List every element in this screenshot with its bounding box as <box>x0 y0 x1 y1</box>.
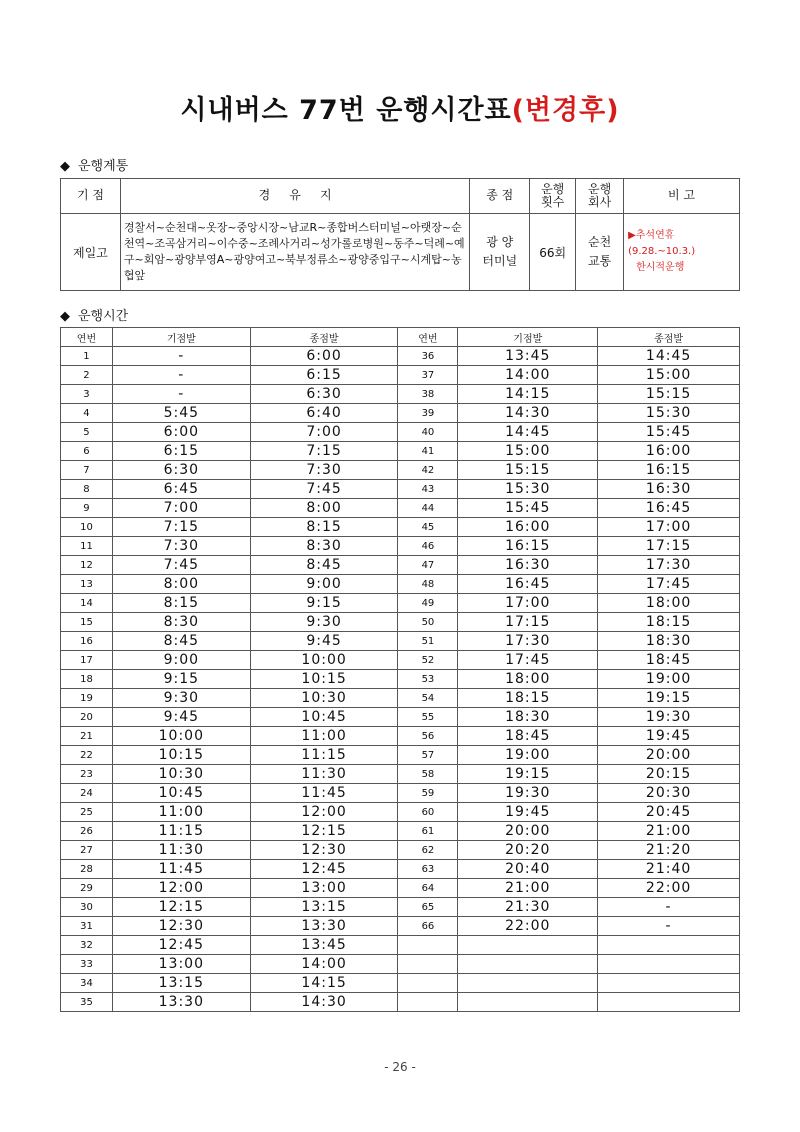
terminus-time-cell: 17:45 <box>598 575 740 594</box>
seq-cell: 26 <box>61 822 113 841</box>
route-table <box>60 178 740 291</box>
terminus-time-cell: 18:45 <box>598 651 740 670</box>
seq-cell: 64 <box>398 879 458 898</box>
seq-cell: 34 <box>61 974 113 993</box>
terminus-time-cell: 9:30 <box>250 613 398 632</box>
seq-cell: 8 <box>61 480 113 499</box>
terminus-time-cell: 15:45 <box>598 423 740 442</box>
origin-time-cell: 9:00 <box>112 651 250 670</box>
terminus-time-cell: 18:00 <box>598 594 740 613</box>
header-seq: 연번 <box>398 328 458 347</box>
terminus-time-cell: 12:00 <box>250 803 398 822</box>
timetable <box>60 327 740 1012</box>
table-row <box>61 575 740 594</box>
seq-cell: 17 <box>61 651 113 670</box>
table-row <box>61 670 740 689</box>
seq-cell: 61 <box>398 822 458 841</box>
title-highlight: (변경후) <box>511 95 620 126</box>
terminus-time-cell: 10:45 <box>250 708 398 727</box>
seq-cell: 60 <box>398 803 458 822</box>
seq-cell: 57 <box>398 746 458 765</box>
seq-cell: 55 <box>398 708 458 727</box>
table-row <box>61 917 740 936</box>
seq-cell: 27 <box>61 841 113 860</box>
seq-cell: 5 <box>61 423 113 442</box>
terminus-time-cell: 15:00 <box>598 366 740 385</box>
origin-time-cell: 13:15 <box>112 974 250 993</box>
table-row <box>61 632 740 651</box>
terminus-time-cell: 16:45 <box>598 499 740 518</box>
seq-cell: 43 <box>398 480 458 499</box>
route-header-row <box>61 179 740 214</box>
seq-cell: 52 <box>398 651 458 670</box>
origin-time-cell: 6:15 <box>112 442 250 461</box>
seq-cell: 21 <box>61 727 113 746</box>
seq-cell: 51 <box>398 632 458 651</box>
table-row <box>61 480 740 499</box>
origin-time-cell: - <box>112 385 250 404</box>
seq-cell: 65 <box>398 898 458 917</box>
seq-cell: 11 <box>61 537 113 556</box>
seq-cell: 44 <box>398 499 458 518</box>
header-depart-terminus: 종점발 <box>250 328 398 347</box>
diamond-bullet-icon: ◆ <box>60 309 70 324</box>
origin-time-cell <box>458 936 598 955</box>
terminus-time-cell: 11:00 <box>250 727 398 746</box>
header-origin: 기 점 <box>61 179 121 214</box>
table-row <box>61 689 740 708</box>
origin-time-cell: 7:45 <box>112 556 250 575</box>
origin-time-cell: 7:15 <box>112 518 250 537</box>
origin-time-cell: 11:45 <box>112 860 250 879</box>
seq-cell: 24 <box>61 784 113 803</box>
title-text: 시내버스 77번 운행시간표 <box>180 95 512 126</box>
table-row <box>61 537 740 556</box>
terminus-time-cell: 7:45 <box>250 480 398 499</box>
origin-time-cell: 15:30 <box>458 480 598 499</box>
origin-time-cell: 21:00 <box>458 879 598 898</box>
seq-cell: 58 <box>398 765 458 784</box>
origin-time-cell: 12:15 <box>112 898 250 917</box>
seq-cell: 10 <box>61 518 113 537</box>
header-terminus: 종 점 <box>470 179 530 214</box>
terminus-time-cell: 10:30 <box>250 689 398 708</box>
note-line-1: ▶추석연휴(9.28.~10.3.) <box>628 230 696 257</box>
origin-time-cell: 19:45 <box>458 803 598 822</box>
terminus-time-cell <box>598 974 740 993</box>
seq-cell: 9 <box>61 499 113 518</box>
table-row <box>61 727 740 746</box>
origin-time-cell: 17:30 <box>458 632 598 651</box>
table-row <box>61 385 740 404</box>
terminus-time-cell: 9:45 <box>250 632 398 651</box>
terminus-time-cell: 20:30 <box>598 784 740 803</box>
terminus-time-cell: 8:30 <box>250 537 398 556</box>
origin-time-cell <box>458 993 598 1012</box>
terminus-time-cell <box>598 936 740 955</box>
seq-cell: 49 <box>398 594 458 613</box>
table-row <box>61 347 740 366</box>
terminus-time-cell: 8:15 <box>250 518 398 537</box>
table-row <box>61 651 740 670</box>
origin-time-cell: 12:30 <box>112 917 250 936</box>
origin-time-cell: 18:00 <box>458 670 598 689</box>
table-row <box>61 765 740 784</box>
origin-time-cell: 15:00 <box>458 442 598 461</box>
terminus-time-cell: 13:45 <box>250 936 398 955</box>
origin-time-cell: - <box>112 347 250 366</box>
seq-cell: 56 <box>398 727 458 746</box>
origin-time-cell: 14:00 <box>458 366 598 385</box>
origin-time-cell: 14:30 <box>458 404 598 423</box>
terminus-time-cell: 9:00 <box>250 575 398 594</box>
company-cell: 순천 교통 <box>576 214 624 291</box>
header-depart-origin: 기점발 <box>458 328 598 347</box>
origin-time-cell: 10:00 <box>112 727 250 746</box>
seq-cell: 2 <box>61 366 113 385</box>
terminus-time-cell: 13:15 <box>250 898 398 917</box>
terminus-time-cell: 6:40 <box>250 404 398 423</box>
section-label: 운행시간 <box>78 309 129 324</box>
seq-cell: 37 <box>398 366 458 385</box>
terminus-time-cell: 14:00 <box>250 955 398 974</box>
origin-time-cell: 20:20 <box>458 841 598 860</box>
terminus-time-cell: 13:00 <box>250 879 398 898</box>
seq-cell: 25 <box>61 803 113 822</box>
origin-time-cell: 8:15 <box>112 594 250 613</box>
seq-cell: 28 <box>61 860 113 879</box>
seq-cell: 41 <box>398 442 458 461</box>
table-row <box>61 556 740 575</box>
terminus-time-cell: 19:45 <box>598 727 740 746</box>
seq-cell: 48 <box>398 575 458 594</box>
seq-cell: 46 <box>398 537 458 556</box>
header-note: 비 고 <box>624 179 740 214</box>
table-row <box>61 708 740 727</box>
count-cell: 66회 <box>530 214 576 291</box>
terminus-time-cell: 19:30 <box>598 708 740 727</box>
origin-time-cell: 17:15 <box>458 613 598 632</box>
terminus-time-cell: 19:00 <box>598 670 740 689</box>
origin-time-cell: 8:30 <box>112 613 250 632</box>
terminus-time-cell <box>598 993 740 1012</box>
origin-time-cell: 6:00 <box>112 423 250 442</box>
terminus-time-cell: 16:15 <box>598 461 740 480</box>
seq-cell: 3 <box>61 385 113 404</box>
terminus-time-cell: 14:30 <box>250 993 398 1012</box>
terminus-time-cell: 6:15 <box>250 366 398 385</box>
table-row <box>61 366 740 385</box>
terminus-time-cell: 17:15 <box>598 537 740 556</box>
seq-cell: 33 <box>61 955 113 974</box>
terminus-time-cell: - <box>598 917 740 936</box>
terminus-time-cell: 15:15 <box>598 385 740 404</box>
origin-time-cell: 14:15 <box>458 385 598 404</box>
origin-time-cell: 7:00 <box>112 499 250 518</box>
table-row <box>61 822 740 841</box>
origin-time-cell: 9:45 <box>112 708 250 727</box>
origin-time-cell: 18:45 <box>458 727 598 746</box>
origin-time-cell: 18:15 <box>458 689 598 708</box>
seq-cell: 16 <box>61 632 113 651</box>
terminus-time-cell: 18:30 <box>598 632 740 651</box>
note-line-2: 한시적운행 <box>636 262 685 273</box>
terminus-time-cell: 12:30 <box>250 841 398 860</box>
terminus-time-cell: 8:00 <box>250 499 398 518</box>
seq-cell: 50 <box>398 613 458 632</box>
origin-time-cell: 11:00 <box>112 803 250 822</box>
origin-time-cell: 13:30 <box>112 993 250 1012</box>
seq-cell: 12 <box>61 556 113 575</box>
origin-cell: 제일고 <box>61 214 121 291</box>
origin-time-cell: 9:30 <box>112 689 250 708</box>
terminus-time-cell: 16:30 <box>598 480 740 499</box>
terminus-time-cell: 21:00 <box>598 822 740 841</box>
origin-time-cell: 6:45 <box>112 480 250 499</box>
origin-time-cell <box>458 974 598 993</box>
seq-cell: 20 <box>61 708 113 727</box>
table-row <box>61 803 740 822</box>
seq-cell: 45 <box>398 518 458 537</box>
page-title <box>0 88 800 127</box>
diamond-bullet-icon: ◆ <box>60 159 70 174</box>
section-label: 운행계통 <box>78 159 129 174</box>
origin-time-cell: 11:15 <box>112 822 250 841</box>
terminus-time-cell: 11:30 <box>250 765 398 784</box>
origin-time-cell: 13:45 <box>458 347 598 366</box>
header-company: 운행 회사 <box>576 179 624 214</box>
terminus-time-cell: 13:30 <box>250 917 398 936</box>
seq-cell: 6 <box>61 442 113 461</box>
origin-time-cell: 19:00 <box>458 746 598 765</box>
seq-cell <box>398 974 458 993</box>
header-depart-terminus: 종점발 <box>598 328 740 347</box>
terminus-time-cell: 22:00 <box>598 879 740 898</box>
seq-cell: 31 <box>61 917 113 936</box>
origin-time-cell: 17:45 <box>458 651 598 670</box>
seq-cell: 47 <box>398 556 458 575</box>
origin-time-cell: 15:15 <box>458 461 598 480</box>
terminus-time-cell <box>598 955 740 974</box>
terminus-time-cell: 9:15 <box>250 594 398 613</box>
terminus-time-cell: 20:00 <box>598 746 740 765</box>
table-row <box>61 499 740 518</box>
seq-cell: 36 <box>398 347 458 366</box>
page-number: - 26 - <box>384 1060 416 1074</box>
terminus-time-cell: 18:15 <box>598 613 740 632</box>
terminus-time-cell: 10:15 <box>250 670 398 689</box>
origin-time-cell: 16:30 <box>458 556 598 575</box>
seq-cell: 29 <box>61 879 113 898</box>
origin-time-cell: 14:45 <box>458 423 598 442</box>
table-row <box>61 594 740 613</box>
table-row <box>61 442 740 461</box>
origin-time-cell: 5:45 <box>112 404 250 423</box>
origin-time-cell: 18:30 <box>458 708 598 727</box>
seq-cell <box>398 993 458 1012</box>
seq-cell: 53 <box>398 670 458 689</box>
header-depart-origin: 기점발 <box>112 328 250 347</box>
terminus-cell: 광 양 터미널 <box>470 214 530 291</box>
section-route-heading <box>60 155 128 174</box>
table-row <box>61 613 740 632</box>
origin-time-cell: 22:00 <box>458 917 598 936</box>
origin-time-cell: 6:30 <box>112 461 250 480</box>
note-cell <box>624 214 740 291</box>
section-times-heading <box>60 305 128 324</box>
seq-cell: 42 <box>398 461 458 480</box>
terminus-time-cell: 12:15 <box>250 822 398 841</box>
terminus-time-cell: 16:00 <box>598 442 740 461</box>
table-row <box>61 993 740 1012</box>
terminus-time-cell: 11:45 <box>250 784 398 803</box>
origin-time-cell: 10:30 <box>112 765 250 784</box>
header-count: 운행 횟수 <box>530 179 576 214</box>
table-row <box>61 974 740 993</box>
origin-time-cell: 13:00 <box>112 955 250 974</box>
table-row <box>61 955 740 974</box>
terminus-time-cell: 14:45 <box>598 347 740 366</box>
seq-cell: 40 <box>398 423 458 442</box>
seq-cell: 18 <box>61 670 113 689</box>
header-stops: 경 유 지 <box>120 179 469 214</box>
terminus-time-cell: 10:00 <box>250 651 398 670</box>
terminus-time-cell: 7:00 <box>250 423 398 442</box>
terminus-time-cell: 12:45 <box>250 860 398 879</box>
table-row <box>61 784 740 803</box>
seq-cell: 39 <box>398 404 458 423</box>
origin-time-cell: 17:00 <box>458 594 598 613</box>
terminus-time-cell: 11:15 <box>250 746 398 765</box>
seq-cell: 32 <box>61 936 113 955</box>
origin-time-cell: 12:00 <box>112 879 250 898</box>
terminus-time-cell: 6:30 <box>250 385 398 404</box>
terminus-time-cell: 20:45 <box>598 803 740 822</box>
terminus-time-cell: 7:30 <box>250 461 398 480</box>
seq-cell: 30 <box>61 898 113 917</box>
seq-cell: 13 <box>61 575 113 594</box>
origin-time-cell: 10:15 <box>112 746 250 765</box>
terminus-time-cell: 20:15 <box>598 765 740 784</box>
seq-cell: 35 <box>61 993 113 1012</box>
origin-time-cell: 9:15 <box>112 670 250 689</box>
table-row <box>61 841 740 860</box>
origin-time-cell: 19:15 <box>458 765 598 784</box>
seq-cell: 38 <box>398 385 458 404</box>
table-row <box>61 423 740 442</box>
seq-cell: 63 <box>398 860 458 879</box>
origin-time-cell: 15:45 <box>458 499 598 518</box>
seq-cell: 1 <box>61 347 113 366</box>
seq-cell: 22 <box>61 746 113 765</box>
origin-time-cell: 11:30 <box>112 841 250 860</box>
terminus-time-cell: 21:40 <box>598 860 740 879</box>
terminus-time-cell: 19:15 <box>598 689 740 708</box>
seq-cell: 23 <box>61 765 113 784</box>
seq-cell: 62 <box>398 841 458 860</box>
table-row <box>61 404 740 423</box>
route-row <box>61 214 740 291</box>
terminus-time-cell: 8:45 <box>250 556 398 575</box>
origin-time-cell: 10:45 <box>112 784 250 803</box>
origin-time-cell: 16:15 <box>458 537 598 556</box>
terminus-time-cell: 15:30 <box>598 404 740 423</box>
table-row <box>61 518 740 537</box>
timetable-header-row <box>61 328 740 347</box>
origin-time-cell: 20:40 <box>458 860 598 879</box>
table-row <box>61 879 740 898</box>
stops-cell: 경찰서~순천대~옷장~중앙시장~남교R~종합버스터미널~아랫장~순천역~조곡삼거리~이수중~조례사거리~성가롤로병원~동주~덕례~예구~회암~광양부영A~광양여고~북부정류소~광양중입구~시계탑~농협앞 <box>120 214 469 291</box>
origin-time-cell: - <box>112 366 250 385</box>
terminus-time-cell: 17:30 <box>598 556 740 575</box>
seq-cell <box>398 936 458 955</box>
origin-time-cell: 21:30 <box>458 898 598 917</box>
table-row <box>61 936 740 955</box>
origin-time-cell: 8:00 <box>112 575 250 594</box>
seq-cell: 14 <box>61 594 113 613</box>
seq-cell: 4 <box>61 404 113 423</box>
origin-time-cell <box>458 955 598 974</box>
seq-cell: 7 <box>61 461 113 480</box>
origin-time-cell: 12:45 <box>112 936 250 955</box>
table-row <box>61 461 740 480</box>
table-row <box>61 746 740 765</box>
origin-time-cell: 16:00 <box>458 518 598 537</box>
origin-time-cell: 19:30 <box>458 784 598 803</box>
table-row <box>61 898 740 917</box>
terminus-time-cell: 21:20 <box>598 841 740 860</box>
terminus-time-cell: 14:15 <box>250 974 398 993</box>
seq-cell: 59 <box>398 784 458 803</box>
origin-time-cell: 8:45 <box>112 632 250 651</box>
seq-cell: 15 <box>61 613 113 632</box>
seq-cell <box>398 955 458 974</box>
seq-cell: 54 <box>398 689 458 708</box>
seq-cell: 66 <box>398 917 458 936</box>
terminus-time-cell: 17:00 <box>598 518 740 537</box>
origin-time-cell: 16:45 <box>458 575 598 594</box>
terminus-time-cell: - <box>598 898 740 917</box>
seq-cell: 19 <box>61 689 113 708</box>
origin-time-cell: 20:00 <box>458 822 598 841</box>
terminus-time-cell: 6:00 <box>250 347 398 366</box>
header-seq: 연번 <box>61 328 113 347</box>
origin-time-cell: 7:30 <box>112 537 250 556</box>
table-row <box>61 860 740 879</box>
terminus-time-cell: 7:15 <box>250 442 398 461</box>
